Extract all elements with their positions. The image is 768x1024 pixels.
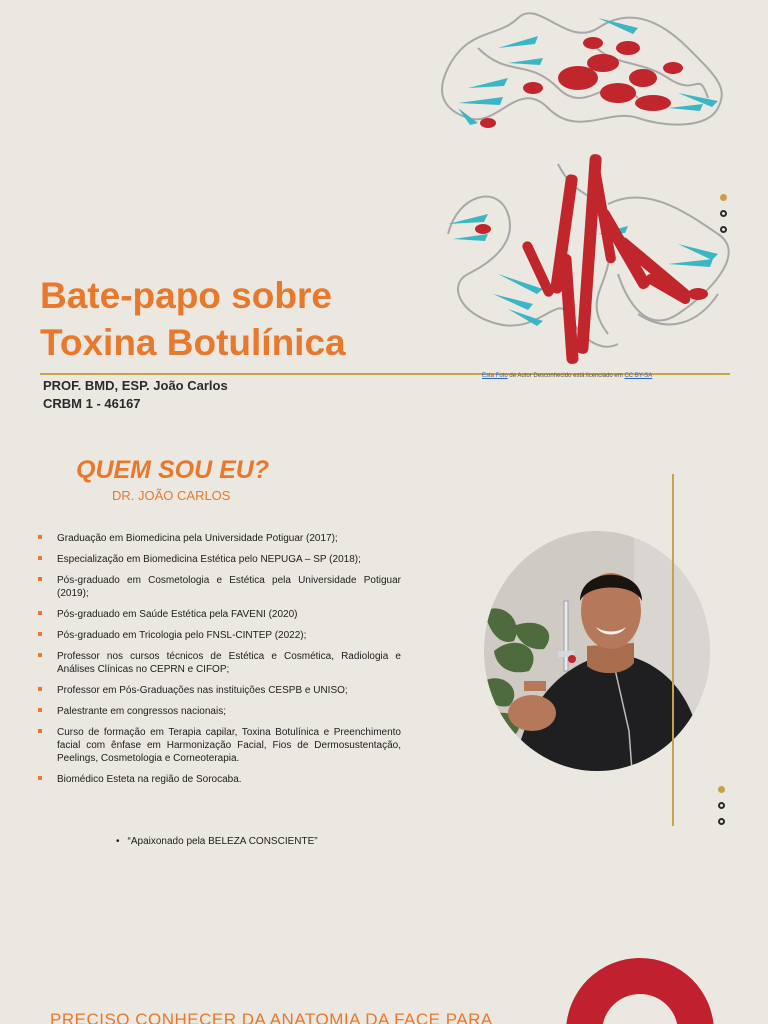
dot-ring-icon bbox=[718, 818, 725, 825]
about-slide bbox=[0, 432, 768, 872]
subtitle-line-2: CRBM 1 - 46167 bbox=[43, 396, 141, 411]
about-subheading: DR. JOÃO CARLOS bbox=[112, 488, 231, 503]
dot-icon bbox=[718, 786, 725, 793]
decorative-arc bbox=[560, 952, 720, 1024]
list-item: Palestrante em congressos nacionais; bbox=[38, 705, 401, 718]
credit-license-link[interactable]: CC BY-SA bbox=[624, 373, 653, 379]
list-item: Biomédico Esteta na região de Sorocaba. bbox=[38, 773, 401, 786]
credit-photo-link[interactable]: Esta Foto bbox=[482, 373, 508, 379]
subtitle bbox=[43, 377, 228, 413]
dot-ring-icon bbox=[720, 226, 727, 233]
bullet-icon: • bbox=[116, 836, 120, 847]
dot-ring-icon bbox=[720, 210, 727, 217]
list-item: Pós-graduado em Cosmetologia e Estética pela Universidade Potiguar (2019); bbox=[38, 574, 401, 600]
anatomy-slide bbox=[0, 872, 768, 1024]
dot-icon bbox=[720, 194, 727, 201]
list-item: Especialização em Biomedicina Estética pelo NEPUGA – SP (2018); bbox=[38, 553, 401, 566]
decorative-dots bbox=[720, 194, 727, 242]
title-slide bbox=[0, 0, 768, 432]
motto-text: “Apaixonado pela BELEZA CONSCIENTE” bbox=[127, 836, 318, 847]
list-item: Curso de formação em Terapia capilar, Toxina Botulínica e Preenchimento facial com ênfase em Harmonização Facial, Fios de Dermosustentação, Peelings, Cosmetologia e Corneoterapia. bbox=[38, 726, 401, 765]
protein-structure-bottom-image bbox=[438, 144, 734, 369]
image-credit bbox=[482, 373, 652, 379]
subtitle-line-1: PROF. BMD, ESP. João Carlos bbox=[43, 378, 228, 393]
slide-title: PRECISO CONHECER DA ANATOMIA DA FACE PARA bbox=[50, 1010, 493, 1024]
slide-title bbox=[40, 272, 346, 366]
title-line-2: Toxina Botulínica bbox=[40, 322, 346, 363]
protein-structure-top-image bbox=[438, 8, 734, 138]
vertical-divider bbox=[672, 474, 674, 826]
list-item: Professor nos cursos técnicos de Estética e Cosmética, Radiologia e Análises Clínicas no CEPRN e CIFOP; bbox=[38, 650, 401, 676]
about-heading: QUEM SOU EU? bbox=[76, 456, 270, 484]
list-item: Graduação em Biomedicina pela Universidade Potiguar (2017); bbox=[38, 532, 401, 545]
title-line-1: Bate-papo sobre bbox=[40, 275, 332, 316]
credentials-list bbox=[38, 532, 401, 794]
list-item: Pós-graduado em Tricologia pelo FNSL-CINTEP (2022); bbox=[38, 629, 401, 642]
presenter-photo bbox=[484, 531, 710, 771]
dot-ring-icon bbox=[718, 802, 725, 809]
list-item: Professor em Pós-Graduações nas instituições CESPB e UNISO; bbox=[38, 684, 401, 697]
decorative-dots bbox=[718, 786, 725, 834]
motto bbox=[116, 836, 318, 847]
list-item: Pós-graduado em Saúde Estética pela FAVENI (2020) bbox=[38, 608, 401, 621]
credit-text: de Autor Desconhecido está licenciado em bbox=[507, 373, 625, 379]
